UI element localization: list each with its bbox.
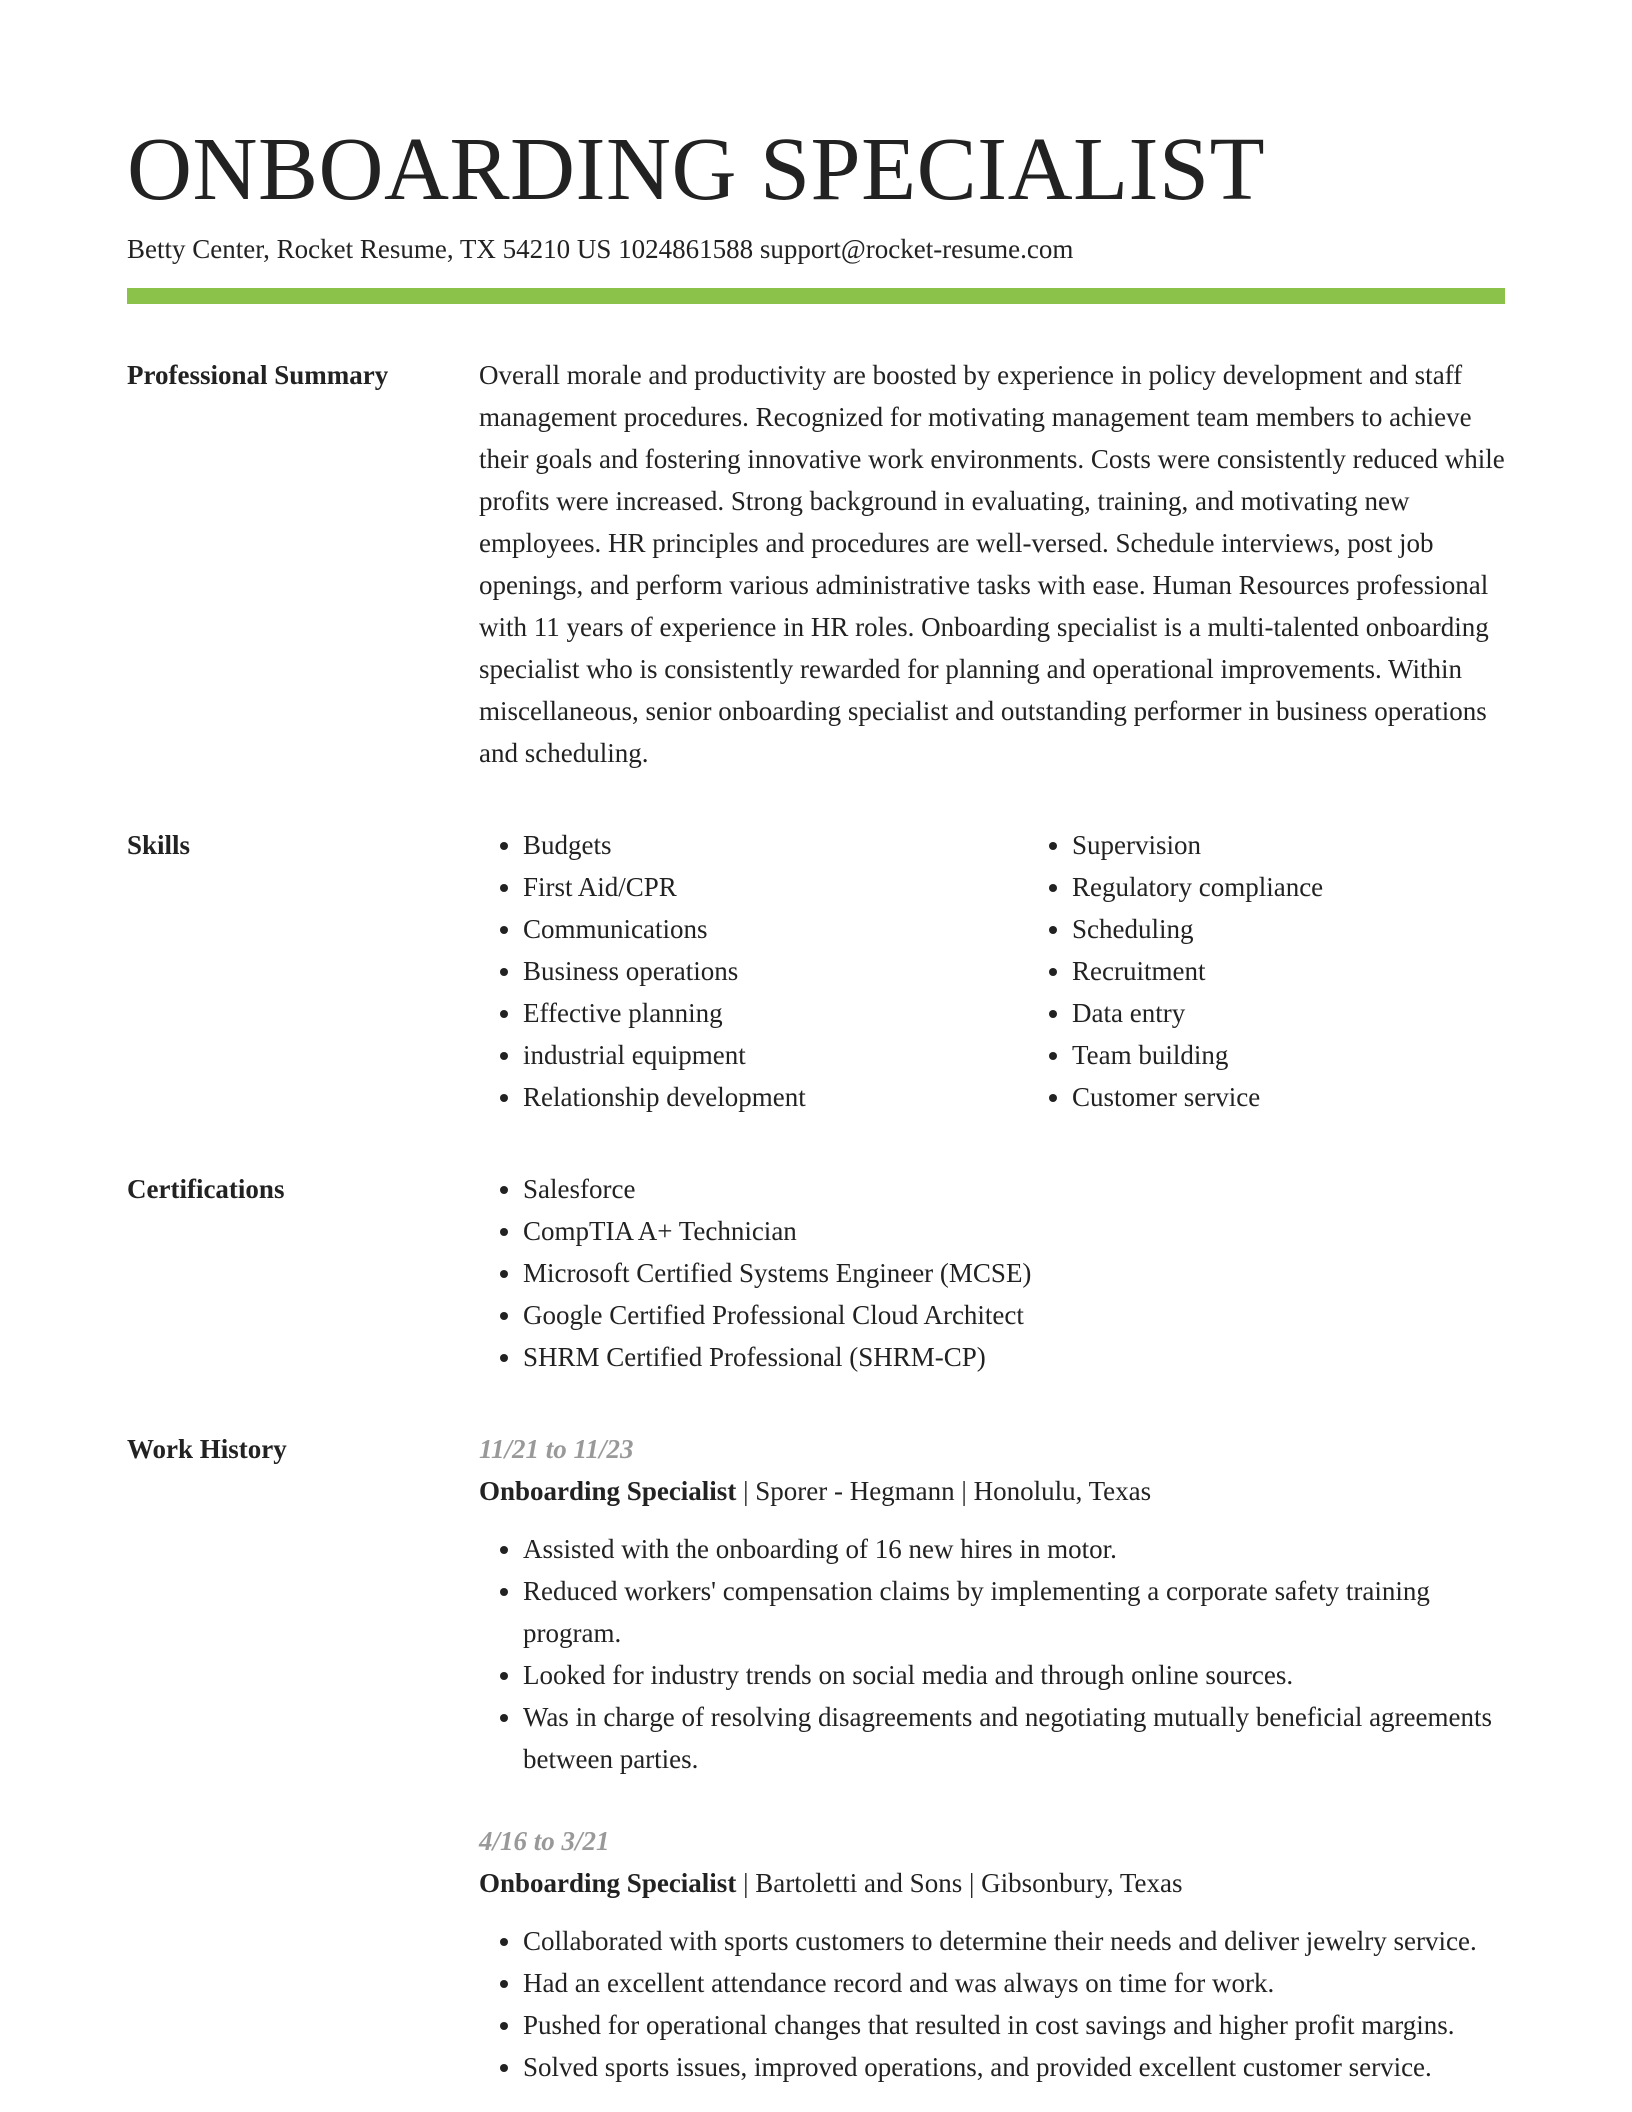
skill-item: • Regulatory compliance: [1072, 866, 1577, 908]
skill-item: • Business operations: [523, 950, 1028, 992]
job-role-line: [479, 1862, 1505, 1904]
certifications-list: [479, 1168, 1505, 1378]
certification-item: • Salesforce: [523, 1168, 1505, 1210]
summary-text: Overall morale and productivity are boosted by experience in policy development and staff management procedures. Recognized for motivating management team members to achieve their goals and fostering innovative work environments. Costs were consistently reduced while profits were increased. Strong background in evaluating, training, and motivating new employees. HR principles and procedures are well-versed. Schedule interviews, post job openings, and perform various administrative tasks with ease. Human Resources professional with 11 years of experience in HR roles. Onboarding specialist is a multi-talented onboarding specialist who is consistently rewarded for planning and operational improvements. Within miscellaneous, senior onboarding specialist and outstanding performer in business operations and scheduling.: [479, 360, 1505, 768]
job-dates: 4/16 to 3/21: [479, 1826, 610, 1856]
skills-list-right: [1028, 824, 1577, 1118]
job-role-line: [479, 1470, 1505, 1512]
skills-list-left: [479, 824, 1028, 1118]
certification-item: • Microsoft Certified Systems Engineer (MCSE): [523, 1252, 1505, 1294]
job-bullets: [479, 1528, 1505, 1780]
resume-title: ONBOARDING SPECIALIST: [127, 120, 1266, 219]
job-bullet: • Was in charge of resolving disagreements and negotiating mutually beneficial agreements between parties.: [523, 1696, 1505, 1780]
accent-divider: [127, 288, 1505, 304]
job-bullet: • Collaborated with sports customers to determine their needs and deliver jewelry service.: [523, 1920, 1505, 1962]
job-bullet: • Solved sports issues, improved operations, and provided excellent customer service.: [523, 2046, 1505, 2088]
skill-item: • Data entry: [1072, 992, 1577, 1034]
job-details: | Bartoletti and Sons | Gibsonbury, Texas: [736, 1868, 1183, 1898]
job-bullet: • Reduced workers' compensation claims by implementing a corporate safety training program.: [523, 1570, 1505, 1654]
skill-item: • Effective planning: [523, 992, 1028, 1034]
job-entry: [479, 1820, 1505, 2088]
section-content: [479, 1428, 1505, 2088]
section-skills: [127, 824, 1505, 1118]
resume-page: [127, 120, 1505, 2088]
skill-item: • Supervision: [1072, 824, 1577, 866]
section-certifications: [127, 1168, 1505, 1378]
job-title: Onboarding Specialist: [479, 1868, 737, 1898]
skill-item: • Customer service: [1072, 1076, 1577, 1118]
section-content: [479, 354, 1505, 774]
skill-item: • Communications: [523, 908, 1028, 950]
section-label: Work History: [127, 1434, 287, 1464]
certification-item: • Google Certified Professional Cloud Architect: [523, 1294, 1505, 1336]
certification-item: • CompTIA A+ Technician: [523, 1210, 1505, 1252]
job-bullets: [479, 1920, 1505, 2088]
skill-item: • Team building: [1072, 1034, 1577, 1076]
section-professional-summary: [127, 354, 1505, 774]
job-bullet: • Pushed for operational changes that resulted in cost savings and higher profit margins.: [523, 2004, 1505, 2046]
job-entry: [479, 1428, 1505, 1780]
skill-item: • Scheduling: [1072, 908, 1577, 950]
skill-item: • Budgets: [523, 824, 1028, 866]
section-label: Certifications: [127, 1174, 285, 1204]
skill-item: • Recruitment: [1072, 950, 1577, 992]
skill-item: • First Aid/CPR: [523, 866, 1028, 908]
contact-line: Betty Center, Rocket Resume, TX 54210 US 1024861588 support@rocket-resume.com: [127, 234, 1074, 264]
skills-columns: [479, 824, 1577, 1118]
skill-item: • industrial equipment: [523, 1034, 1028, 1076]
section-label: Professional Summary: [127, 360, 389, 390]
job-dates: 11/21 to 11/23: [479, 1434, 634, 1464]
job-bullet: • Assisted with the onboarding of 16 new hires in motor.: [523, 1528, 1505, 1570]
job-bullet: • Had an excellent attendance record and was always on time for work.: [523, 1962, 1505, 2004]
job-details: | Sporer - Hegmann | Honolulu, Texas: [736, 1476, 1152, 1506]
job-title: Onboarding Specialist: [479, 1476, 737, 1506]
section-content: [479, 1168, 1505, 1378]
job-bullet: • Looked for industry trends on social media and through online sources.: [523, 1654, 1505, 1696]
certification-item: • SHRM Certified Professional (SHRM-CP): [523, 1336, 1505, 1378]
skill-item: • Relationship development: [523, 1076, 1028, 1118]
section-work-history: [127, 1428, 1505, 2088]
section-label: Skills: [127, 830, 191, 860]
